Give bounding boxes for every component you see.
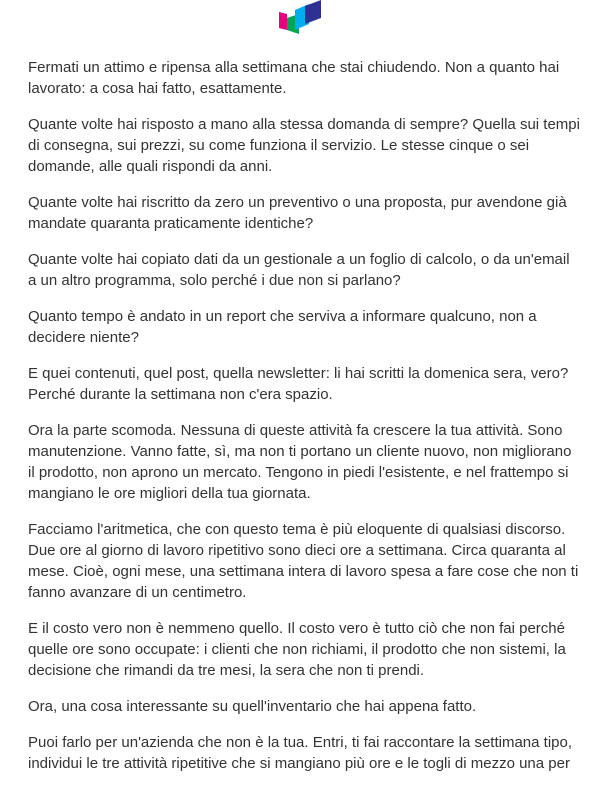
article-paragraph: E quei contenuti, quel post, quella newsletter: li hai scritti la domenica sera, vero? Perché durante la settimana non c'era spazio. <box>28 365 569 403</box>
article-paragraph: Ora la parte scomoda. Nessuna di queste attività fa crescere la tua attività. Sono manutenzione. Vanno fatte, sì, ma non ti portano un cliente nuovo, non migliorano il prodotto, non aprono un mercato. Tengono in piedi l'esistente, e nel frattempo si mangiano le ore migliori della tua giornata. <box>28 422 572 502</box>
article-paragraph: Quante volte hai risposto a mano alla stessa domanda di sempre? Quella sui tempi di consegna, sui prezzi, su come funziona il servizio. Le stesse cinque o sei domande, alle quali rispondi da anni. <box>28 116 580 175</box>
article-paragraph: Quante volte hai copiato dati da un gestionale a un foglio di calcolo, o da un'email a un altro programma, solo perché i due non si parlano? <box>28 251 570 289</box>
article-paragraph: Quanto tempo è andato in un report che serviva a informare qualcuno, non a decidere niente? <box>28 308 537 346</box>
brand-logo-icon <box>275 0 325 36</box>
article-paragraph: Quante volte hai riscritto da zero un preventivo o una proposta, pur avendone già mandate quaranta praticamente identiche? <box>28 194 567 232</box>
article-paragraph: E il costo vero non è nemmeno quello. Il costo vero è tutto ciò che non fai perché quelle ore sono occupate: i clienti che non richiami, il prodotto che non sistemi, la decisione che rimandi da tre mesi, la sera che non ti prendi. <box>28 620 566 679</box>
article-paragraph: Facciamo l'aritmetica, che con questo tema è più eloquente di qualsiasi discorso. Due ore al giorno di lavoro ripetitivo sono dieci ore a settimana. Circa quaranta al mese. Cioè, ogni mese, una settimana intera di lavoro spesa a fare cose che non ti fanno avanzare di un centimetro. <box>28 521 579 601</box>
article-paragraph: Ora, una cosa interessante su quell'inventario che hai appena fatto. <box>28 698 477 715</box>
article-paragraph: Fermati un attimo e ripensa alla settimana che stai chiudendo. Non a quanto hai lavorato: a cosa hai fatto, esattamente. <box>28 59 560 97</box>
article-body <box>28 57 580 789</box>
article-paragraph: Puoi farlo per un'azienda che non è la tua. Entri, ti fai raccontare la settimana tipo, individui le tre attività ripetitive che si mangiano più ore e le togli di mezzo una per <box>28 734 573 772</box>
email-header <box>0 0 600 40</box>
